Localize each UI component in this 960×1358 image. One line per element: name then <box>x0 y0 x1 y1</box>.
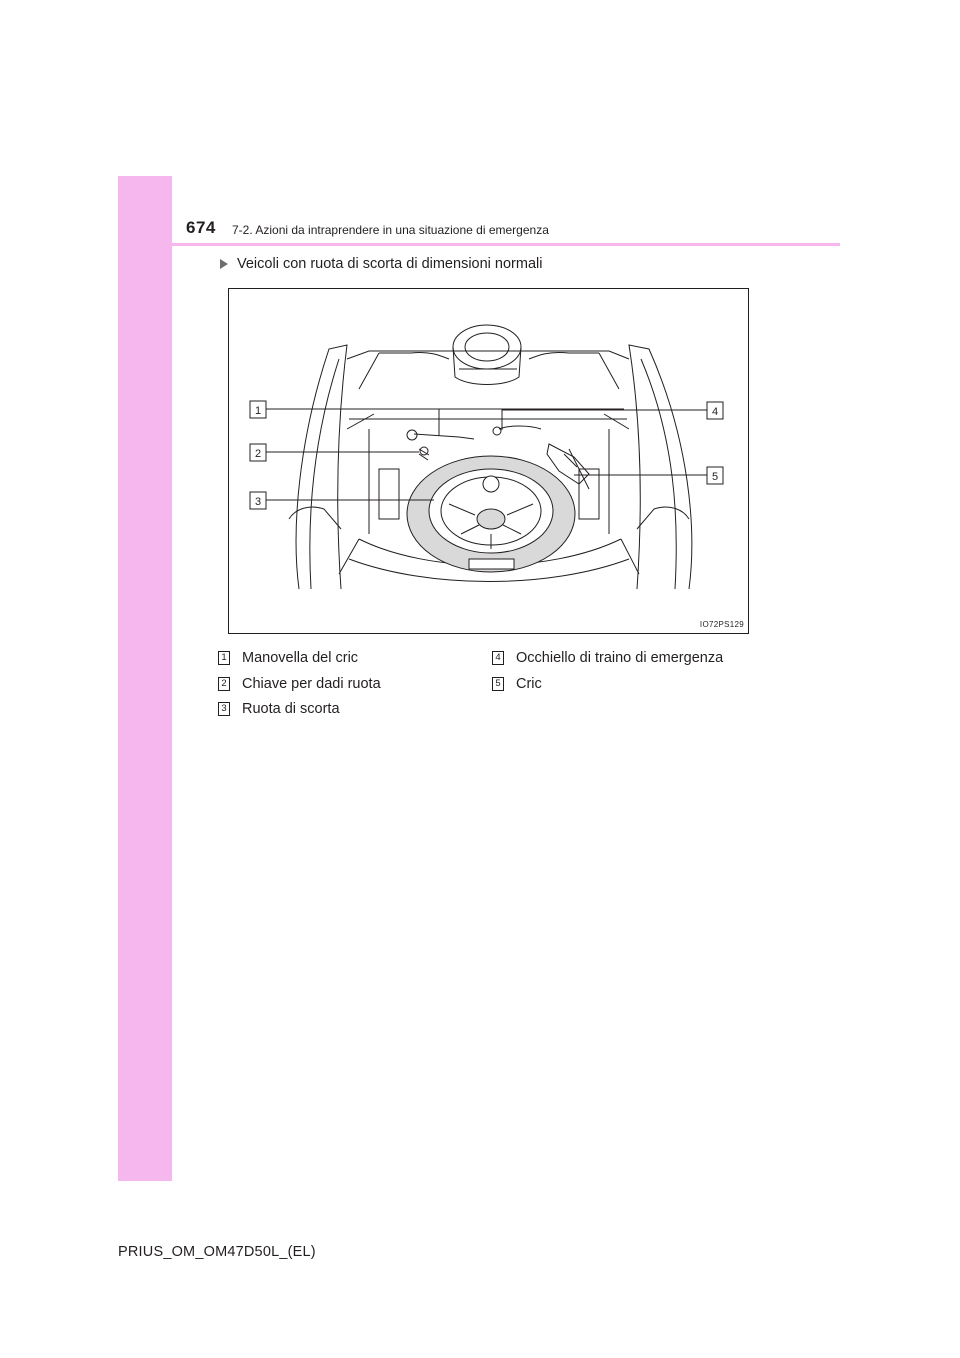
legend-label: Cric <box>516 676 542 692</box>
svg-text:5: 5 <box>711 471 719 483</box>
legend-label: Chiave per dadi ruota <box>242 676 381 692</box>
legend-number: 5 <box>492 677 504 691</box>
legend-number: 1 <box>218 651 230 665</box>
legend-item <box>218 676 381 692</box>
legend-item <box>218 701 340 717</box>
section-title: 7-2. Azioni da intraprendere in una situazione di emergenza <box>232 223 549 237</box>
svg-text:2: 2 <box>254 448 262 460</box>
legend-number: 3 <box>218 702 230 716</box>
legend-number: 2 <box>218 677 230 691</box>
document-footer: PRIUS_OM_OM47D50L_(EL) <box>118 1244 316 1260</box>
page-number: 674 <box>186 218 216 237</box>
callout-5 <box>707 467 723 484</box>
svg-text:4: 4 <box>711 406 719 418</box>
legend-number: 4 <box>492 651 504 665</box>
figure-code: IO72PS129 <box>699 620 744 629</box>
callout-4 <box>707 402 723 419</box>
svg-text:3: 3 <box>254 496 262 508</box>
legend-item <box>492 650 723 666</box>
header-rule <box>118 243 840 246</box>
legend-label: Occhiello di traino di emergenza <box>516 650 724 666</box>
callout-2 <box>250 444 266 461</box>
subheading <box>220 256 542 272</box>
callout-3 <box>250 492 266 509</box>
legend-label: Manovella del cric <box>242 650 359 666</box>
svg-text:1: 1 <box>254 405 262 417</box>
trunk-drawing <box>229 289 748 633</box>
side-tab <box>118 176 172 1181</box>
legend-label: Ruota di scorta <box>242 701 340 717</box>
subheading-text: Veicoli con ruota di scorta di dimensioni normali <box>237 256 543 272</box>
legend-item <box>492 676 542 692</box>
trunk-illustration <box>228 288 749 634</box>
callout-1 <box>250 401 266 418</box>
triangle-bullet-icon <box>220 259 228 269</box>
legend-item <box>218 650 358 666</box>
